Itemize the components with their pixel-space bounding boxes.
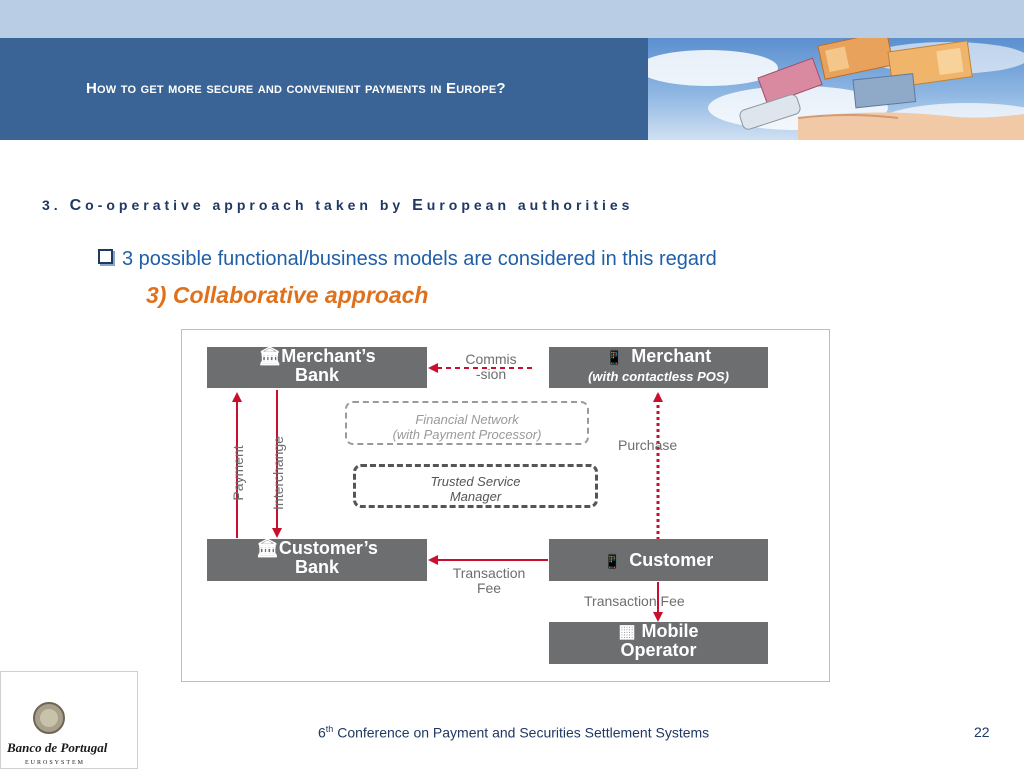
customers-bank-label: Customer’s bbox=[278, 538, 378, 558]
collaborative-approach-diagram bbox=[181, 329, 830, 682]
slide-title: How to get more secure and convenient payments in Europe? bbox=[86, 80, 506, 97]
page-number: 22 bbox=[974, 724, 990, 740]
transaction-fee-label-1: Transaction bbox=[452, 565, 526, 581]
phone-icon: 📱 bbox=[603, 553, 622, 569]
transaction-fee-label-2: Fee bbox=[476, 580, 502, 596]
customers-bank-label-2: Bank bbox=[294, 557, 339, 577]
checkbox-bullet-icon bbox=[98, 249, 113, 264]
commission-label bbox=[450, 352, 532, 382]
merchants-bank-line1 bbox=[207, 347, 427, 366]
purchase-label: Purchase bbox=[618, 437, 678, 453]
bank-icon: 🏛 bbox=[256, 538, 279, 558]
tsm-label: Trusted Service bbox=[430, 474, 521, 489]
merchant-sublabel: (with contactless POS) bbox=[588, 369, 729, 384]
customers-bank-line1 bbox=[207, 539, 427, 558]
mobile-operator-line1 bbox=[549, 622, 768, 641]
financial-network-sublabel: (with Payment Processor) bbox=[392, 427, 542, 442]
payment-label: Payment bbox=[230, 445, 246, 501]
header-photo-illustration bbox=[648, 38, 1024, 140]
bullet-item bbox=[98, 248, 717, 271]
subheading: 3) Collaborative approach bbox=[146, 282, 429, 308]
footer-ordinal: 6 bbox=[318, 724, 326, 741]
section-title-initial: C bbox=[69, 197, 86, 214]
mobile-operator-label: Mobile bbox=[641, 621, 699, 641]
merchant-node bbox=[549, 347, 768, 388]
logo-name: Banco de Portugal bbox=[7, 740, 108, 755]
logo-graphic bbox=[1, 672, 137, 768]
merchants-bank-label: Merchant’s bbox=[281, 346, 376, 366]
financial-network-label: Financial Network bbox=[415, 412, 519, 427]
commission-label-1: Commis bbox=[465, 351, 517, 367]
section-title-eu-rest: uropean authorities bbox=[426, 197, 634, 213]
merchants-bank-label-2: Bank bbox=[294, 365, 339, 385]
section-number: 3. bbox=[42, 197, 62, 213]
merchants-bank-node bbox=[207, 347, 427, 388]
customer-node bbox=[549, 539, 768, 581]
top-band bbox=[0, 0, 1024, 38]
footer-ordinal-sup: th bbox=[325, 724, 334, 734]
merchant-line1 bbox=[549, 347, 768, 367]
transaction-fee-operator-label: Transaction Fee bbox=[584, 593, 685, 609]
trusted-service-manager-box bbox=[353, 464, 598, 508]
tsm-sublabel: Manager bbox=[449, 489, 502, 504]
operator-icon: ▦ bbox=[618, 621, 636, 641]
footer-text: Conference on Payment and Securities Settlement Systems bbox=[333, 724, 710, 741]
transaction-fee-label bbox=[434, 566, 544, 596]
logo-sub: EUROSYSTEM bbox=[25, 760, 86, 766]
phone-icon: 📱 bbox=[605, 349, 624, 365]
customer-label: Customer bbox=[629, 550, 714, 570]
customers-bank-node bbox=[207, 539, 427, 581]
mobile-operator-label-2: Operator bbox=[620, 640, 697, 660]
merchant-label: Merchant bbox=[631, 346, 712, 366]
commission-label-2: -sion bbox=[475, 366, 507, 382]
section-title-rest: o-operative approach taken by bbox=[85, 197, 413, 213]
bank-icon: 🏛 bbox=[258, 346, 282, 366]
bullet-text: 3 possible functional/business models are considered in this regard bbox=[122, 248, 717, 270]
header-photo-banknotes-phone bbox=[648, 38, 1024, 140]
section-title bbox=[42, 197, 633, 215]
financial-network-box bbox=[345, 401, 589, 445]
section-title-eu-initial: E bbox=[412, 197, 427, 214]
interchange-label: Interchange bbox=[270, 436, 286, 510]
footer-conference bbox=[318, 724, 709, 741]
banco-de-portugal-logo bbox=[0, 671, 138, 769]
mobile-operator-node bbox=[549, 622, 768, 664]
